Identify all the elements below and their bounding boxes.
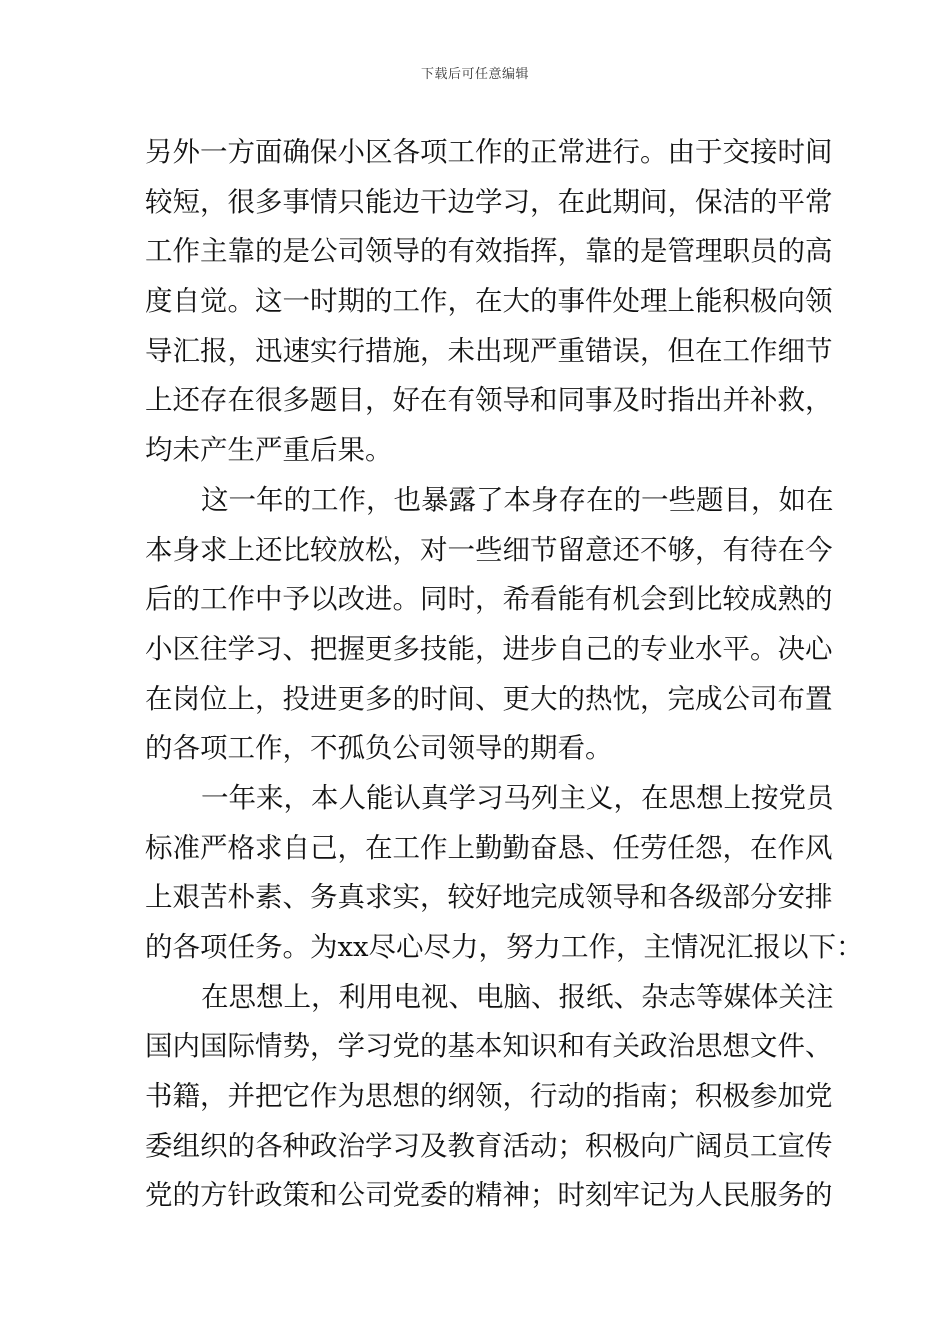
text-line: 本身求上还比较放松，对一些细节留意还不够，有待在今 xyxy=(145,533,833,566)
text-line: 的各项任务。为xx尽心尽力，努力工作，主情况汇报以下： xyxy=(145,931,864,963)
body-text xyxy=(145,128,864,1221)
text-line: 较短，很多事情只能边干边学习，在此期间，保洁的平常 xyxy=(145,185,833,218)
text-line: 均未产生严重后果。 xyxy=(145,434,393,467)
header-note: 下载后可任意编辑 xyxy=(420,67,529,82)
text-line: 导汇报，迅速实行措施，未出现严重错误，但在工作细节 xyxy=(145,334,833,367)
text-line: 另外一方面确保小区各项工作的正常进行。由于交接时间 xyxy=(145,136,833,168)
text-line: 标准严格求自己，在工作上勤勤奋恳、任劳任怨，在作风 xyxy=(145,831,833,864)
text-line: 的各项工作，不孤负公司领导的期看。 xyxy=(145,732,613,765)
text-line: 度自觉。这一时期的工作，在大的事件处理上能积极向领 xyxy=(145,285,833,318)
text-line: 上艰苦朴素、务真求实，较好地完成领导和各级部分安排 xyxy=(145,881,833,914)
text-line: 小区往学习、把握更多技能，进步自己的专业水平。决心 xyxy=(145,632,833,665)
text-line: 后的工作中予以改进。同时，希看能有机会到比较成熟的 xyxy=(145,583,833,616)
text-line: 上还存在很多题目，好在有领导和同事及时指出并补救， xyxy=(145,384,833,417)
text-line: 在思想上，利用电视、电脑、报纸、杂志等媒体关注 xyxy=(201,980,834,1013)
text-line: 在岗位上，投进更多的时间、更大的热忱，完成公司布置 xyxy=(145,682,833,715)
text-line: 一年来，本人能认真学习马列主义，在思想上按党员 xyxy=(201,781,834,814)
text-line: 这一年的工作，也暴露了本身存在的一些题目，如在 xyxy=(201,483,834,516)
text-line: 工作主靠的是公司领导的有效指挥，靠的是管理职员的高 xyxy=(145,235,833,268)
text-line: 书籍，并把它作为思想的纲领，行动的指南；积极参加党 xyxy=(145,1080,833,1113)
text-line: 委组织的各种政治学习及教育活动；积极向广阔员工宣传 xyxy=(145,1129,833,1162)
text-line: 党的方针政策和公司党委的精神；时刻牢记为人民服务的 xyxy=(145,1179,833,1212)
text-line: 国内国际情势，学习党的基本知识和有关政治思想文件、 xyxy=(145,1030,833,1063)
